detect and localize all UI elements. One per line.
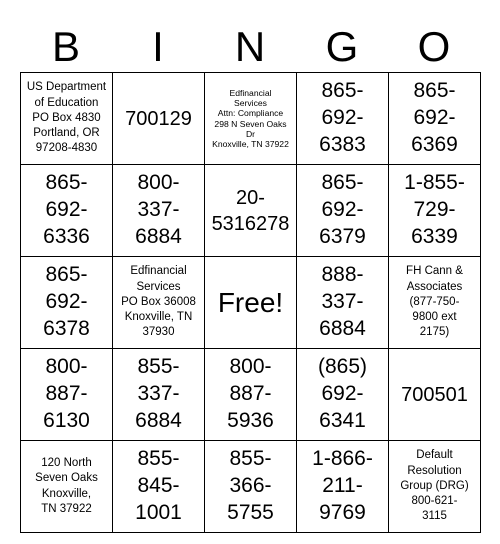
cell-text: 865- 692- 6336 [43, 171, 90, 248]
cell-text: (865) 692- 6341 [317, 355, 368, 432]
cell-text: US Department of Education PO Box 4830 Portland, OR 97208-4830 [26, 81, 107, 155]
cell-text: 855- 366- 5755 [227, 447, 274, 524]
cell-text: 865- 692- 6379 [319, 171, 366, 248]
bingo-cell-r3-c1[interactable] [21, 257, 113, 349]
bingo-board [20, 72, 481, 533]
bingo-cell-r2-c1[interactable] [21, 165, 113, 257]
cell-text: 855- 337- 6884 [135, 355, 182, 432]
cell-text: Default Resolution Group (DRG) 800-621- 3115 [400, 449, 469, 523]
cell-text: 855- 845- 1001 [135, 447, 182, 524]
cell-text: 20- 5316278 [211, 186, 290, 235]
header-letter-n: N [234, 23, 266, 70]
bingo-cell-r3-c4[interactable] [297, 257, 389, 349]
bingo-cell-r5-c2[interactable] [113, 441, 205, 533]
cell-text: 700501 [401, 383, 468, 406]
bingo-cell-r5-c5[interactable] [389, 441, 481, 533]
bingo-cell-r1-c5[interactable] [389, 73, 481, 165]
cell-text: Edfinancial Services Attn: Compliance 298 N Seven Oaks Dr Knoxville, TN 37922 [212, 87, 289, 150]
bingo-cell-r2-c2[interactable] [113, 165, 205, 257]
cell-text: FH Cann & Associates (877-750- 9800 ext 2175) [406, 265, 463, 339]
bingo-free-space[interactable] [205, 257, 297, 349]
bingo-cell-r5-c4[interactable] [297, 441, 389, 533]
bingo-cell-r4-c3[interactable] [205, 349, 297, 441]
cell-text: 865- 692- 6378 [43, 263, 90, 340]
bingo-cell-r4-c2[interactable] [113, 349, 205, 441]
free-space-text: Free! [217, 286, 284, 318]
header-letter-b: B [51, 23, 80, 70]
cell-text: Edfinancial Services PO Box 36008 Knoxville, TN 37930 [121, 265, 196, 339]
bingo-header [20, 22, 480, 72]
header-letter-i: I [152, 23, 164, 70]
cell-text: 865- 692- 6383 [319, 79, 366, 156]
cell-text: 700129 [125, 107, 192, 130]
bingo-cell-r3-c5[interactable] [389, 257, 481, 349]
bingo-cell-r2-c3[interactable] [205, 165, 297, 257]
cell-text: 888- 337- 6884 [319, 263, 366, 340]
bingo-cell-r2-c4[interactable] [297, 165, 389, 257]
bingo-cell-r4-c5[interactable] [389, 349, 481, 441]
bingo-cell-r4-c4[interactable] [297, 349, 389, 441]
cell-text: 1-866- 211- 9769 [312, 447, 373, 524]
bingo-cell-r1-c3[interactable] [205, 73, 297, 165]
cell-text: 800- 337- 6884 [135, 171, 182, 248]
cell-text: 120 North Seven Oaks Knoxville, TN 37922 [35, 456, 98, 515]
cell-text: 1-855- 729- 6339 [404, 171, 465, 248]
bingo-cell-r5-c1[interactable] [21, 441, 113, 533]
bingo-cell-r3-c2[interactable] [113, 257, 205, 349]
cell-text: 800- 887- 5936 [227, 355, 274, 432]
header-letter-g: G [325, 23, 359, 70]
bingo-cell-r2-c5[interactable] [389, 165, 481, 257]
bingo-cell-r1-c4[interactable] [297, 73, 389, 165]
cell-text: 800- 887- 6130 [43, 355, 90, 432]
bingo-cell-r1-c1[interactable] [21, 73, 113, 165]
bingo-cell-r1-c2[interactable] [113, 73, 205, 165]
bingo-cell-r4-c1[interactable] [21, 349, 113, 441]
cell-text: 865- 692- 6369 [411, 79, 458, 156]
header-letter-o: O [417, 23, 451, 70]
bingo-cell-r5-c3[interactable] [205, 441, 297, 533]
